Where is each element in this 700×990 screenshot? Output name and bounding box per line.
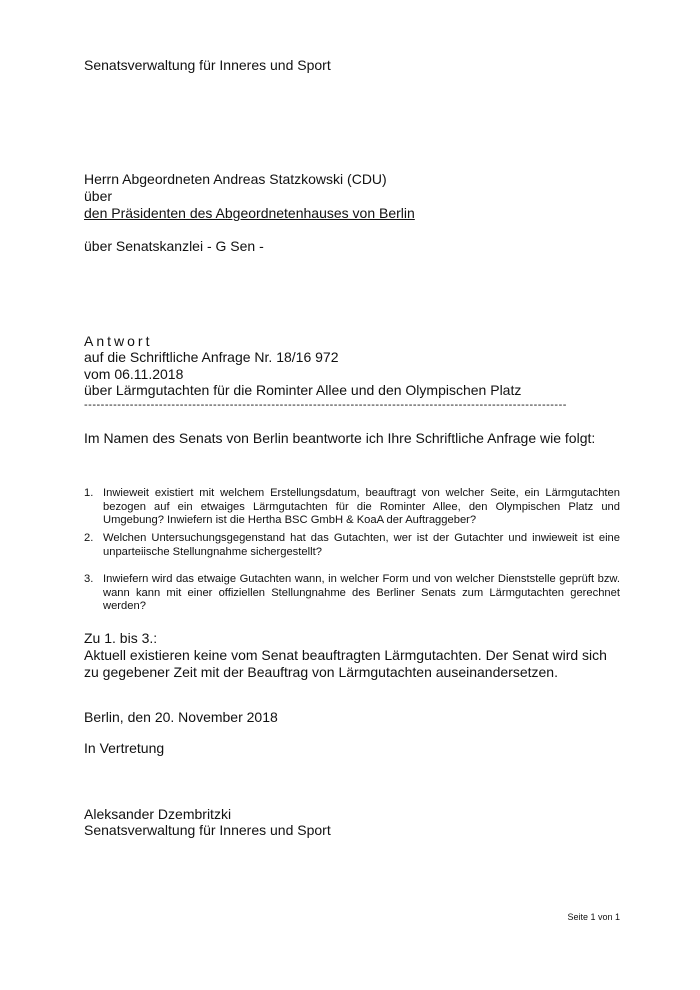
question-text: Inwiefern wird das etwaige Gutachten wann, in welcher Form und von welcher Dienststelle geprüft bzw. wann kann mit einer offiziellen Stellungnahme des Berliner Senats zum Lärmgutachten gerechnet werden?	[103, 573, 620, 613]
question-text: Welchen Untersuchungsgegenstand hat das Gutachten, wer ist der Gutachter und inwieweit ist eine unparteiische Stellungnahme sichergestellt?	[103, 532, 620, 558]
inquiry-date: vom 06.11.2018	[84, 366, 184, 382]
intro-sentence: Im Namen des Senats von Berlin beantworte ich Ihre Schriftliche Anfrage wie folgt:	[84, 430, 596, 446]
inquiry-number: auf die Schriftliche Anfrage Nr. 18/16 972	[84, 349, 339, 365]
separator-line: --------------------------------------------------------------------------------------------------------------------	[84, 399, 567, 411]
recipient-name: Herrn Abgeordneten Andreas Statzkowski (CDU)	[84, 171, 387, 187]
answer-text: Aktuell existieren keine vom Senat beauftragten Lärmgutachten. Der Senat wird sich zu gegebener Zeit mit der Beauftrag von Lärmgutachten auseinandersetzen.	[84, 647, 607, 680]
inquiry-topic: über Lärmgutachten für die Rominter Allee und den Olympischen Platz	[84, 382, 522, 398]
page-number: Seite 1 von 1	[567, 912, 620, 922]
representation-note: In Vertretung	[84, 740, 165, 756]
question-text: Inwieweit existiert mit welchem Erstellungsdatum, beauftragt von welcher Seite, ein Lärmgutachten bezogen auf ein etwaiges Lärmgutachten für die Rominter Allee, den Olympischen Platz und Umgebung? Inwiefern ist die Hertha BSC GmbH & KoaA der Auftraggeber?	[103, 487, 620, 527]
signatory-office: Senatsverwaltung für Inneres und Sport	[84, 822, 331, 838]
question-item	[84, 532, 620, 559]
question-item	[84, 573, 620, 614]
question-number: 1.	[84, 487, 94, 499]
question-number: 2.	[84, 532, 94, 544]
via-label: über	[84, 188, 113, 204]
via-senate-chancellery: über Senatskanzlei - G Sen -	[84, 238, 264, 254]
signatory-name: Aleksander Dzembritzki	[84, 806, 232, 822]
authority-heading: Senatsverwaltung für Inneres und Sport	[84, 57, 331, 73]
question-number: 3.	[84, 573, 94, 585]
answer-block	[84, 630, 624, 681]
answer-heading: Zu 1. bis 3.:	[84, 630, 158, 646]
answer-title: Antwort	[84, 333, 153, 349]
place-date: Berlin, den 20. November 2018	[84, 709, 278, 725]
via-president: den Präsidenten des Abgeordnetenhauses von Berlin	[84, 205, 415, 221]
question-item	[84, 487, 620, 528]
